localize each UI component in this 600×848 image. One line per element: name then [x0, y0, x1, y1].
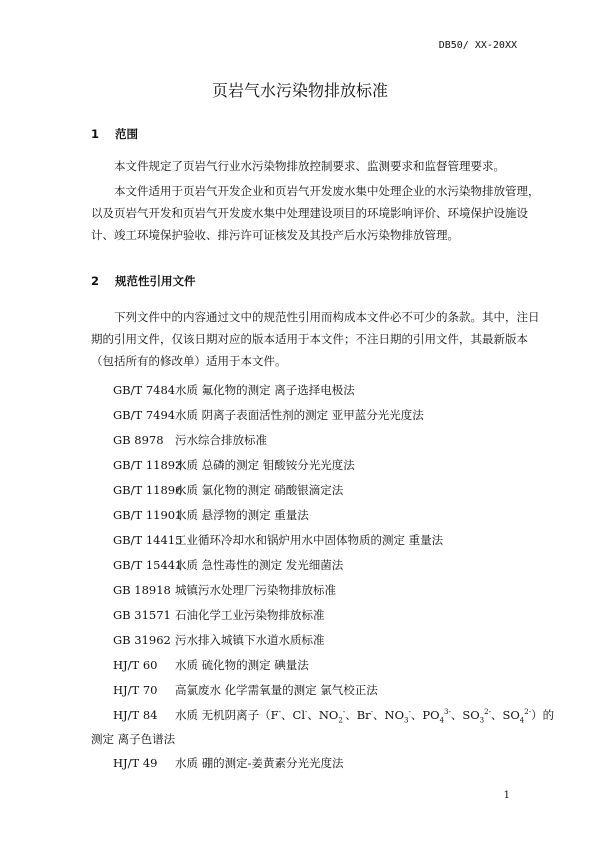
section-2-heading: [91, 273, 196, 289]
reference-item: [113, 657, 309, 673]
reference-item: [113, 532, 443, 548]
scope-paragraph-1: [91, 155, 511, 177]
text-line: 计、竣工环境保护验收、排污许可证核发及其投产后水污染物排放管理。: [91, 228, 459, 242]
reference-item: [113, 507, 309, 523]
reference-item: [113, 557, 343, 573]
reference-title: 城镇污水处理厂污染物排放标准: [175, 583, 336, 597]
section-number: 1: [91, 127, 100, 141]
reference-code: GB/T 7484: [113, 383, 176, 397]
reference-item: [113, 432, 267, 448]
references-intro: [91, 306, 540, 372]
reference-item: [113, 407, 424, 423]
reference-code: GB 31962: [113, 633, 171, 647]
reference-code: HJ/T 60: [113, 658, 158, 672]
reference-code: GB/T 14415: [113, 533, 183, 547]
reference-item: [113, 607, 325, 623]
reference-title: 水质 氟化物的测定 离子选择电极法: [175, 383, 355, 397]
reference-item-continuation: 测定 离子色谱法: [91, 732, 176, 746]
reference-code: HJ/T 70: [113, 683, 158, 697]
reference-item: [113, 632, 325, 648]
reference-title: 水质 总磷的测定 钼酸铵分光光度法: [175, 458, 355, 472]
text-line: （包括所有的修改单）适用于本文件。: [91, 354, 287, 368]
reference-code: GB/T 15441: [113, 558, 183, 572]
text-line: 期的引用文件，仅该日期对应的版本适用于本文件；不注日期的引用文件，其最新版本: [91, 332, 528, 346]
reference-title: 水质 氯化物的测定 硝酸银滴定法: [175, 483, 344, 497]
reference-code: GB/T 11893: [113, 458, 183, 472]
reference-code: GB/T 7494: [113, 408, 176, 422]
text-line: 以及页岩气开发和页岩气开发废水集中处理建设项目的环境影响评价、环境保护设施设: [91, 206, 528, 220]
reference-item: [113, 707, 554, 723]
reference-code: HJ/T 84: [113, 708, 158, 722]
section-number: 2: [91, 274, 100, 288]
reference-title-part: 水质 无机阴离子（F: [175, 708, 279, 722]
text-line: 本文件适用于页岩气开发企业和页岩气开发废水集中处理企业的水污染物排放管理，: [114, 184, 540, 198]
text-line: 下列文件中的内容通过文中的规范性引用而构成本文件必不可少的条款。其中，注日: [114, 310, 540, 324]
reference-item: [113, 755, 344, 771]
reference-title-part: ）的: [531, 708, 555, 722]
reference-title: 水质 阴离子表面活性剂的测定 亚甲蓝分光光度法: [175, 408, 424, 422]
reference-code: GB/T 11896: [113, 483, 183, 497]
reference-title: 石油化学工业污染物排放标准: [175, 608, 325, 622]
reference-title: 水质 硼的测定-姜黄素分光光度法: [175, 756, 344, 770]
reference-item: [113, 382, 355, 398]
reference-code: GB 18918: [113, 583, 171, 597]
reference-item: [113, 457, 355, 473]
section-title: 规范性引用文件: [115, 274, 196, 288]
section-title: 范围: [115, 127, 138, 141]
reference-item: [113, 582, 336, 598]
text-line: 本文件规定了页岩气行业水污染物排放控制要求、监测要求和监督管理要求。: [114, 159, 505, 173]
reference-title: 水质 无机阴离子（F-、Cl-、$NO_2^-$、Br-、$NO_3^-$、$PO_4^{3-}$、$SO_3^{2-}$、$SO_4^{2-}$）的: [175, 708, 555, 725]
scope-paragraph-2: [91, 180, 540, 246]
reference-item: [113, 482, 343, 498]
reference-title: 水质 硫化物的测定 碘量法: [175, 658, 309, 672]
page-number: 1: [503, 790, 510, 801]
reference-code: GB 8978: [113, 433, 164, 447]
reference-title: 污水综合排放标准: [175, 433, 267, 447]
reference-title: 水质 急性毒性的测定 发光细菌法: [175, 558, 344, 572]
reference-code: HJ/T 49: [113, 756, 158, 770]
reference-item: [113, 682, 378, 698]
reference-code: GB 31571: [113, 608, 171, 622]
section-1-heading: [91, 126, 138, 142]
reference-title: 高氯废水 化学需氧量的测定 氯气校正法: [175, 683, 378, 697]
reference-title: 污水排入城镇下水道水质标准: [175, 633, 325, 647]
document-code: DB50/ XX-20XX: [438, 40, 517, 51]
reference-title: 工业循环冷却水和锅炉用水中固体物质的测定 重量法: [175, 533, 444, 547]
reference-title: 水质 悬浮物的测定 重量法: [175, 508, 309, 522]
document-title: 页岩气水污染物排放标准: [211, 81, 388, 100]
reference-code: GB/T 11901: [113, 508, 183, 522]
